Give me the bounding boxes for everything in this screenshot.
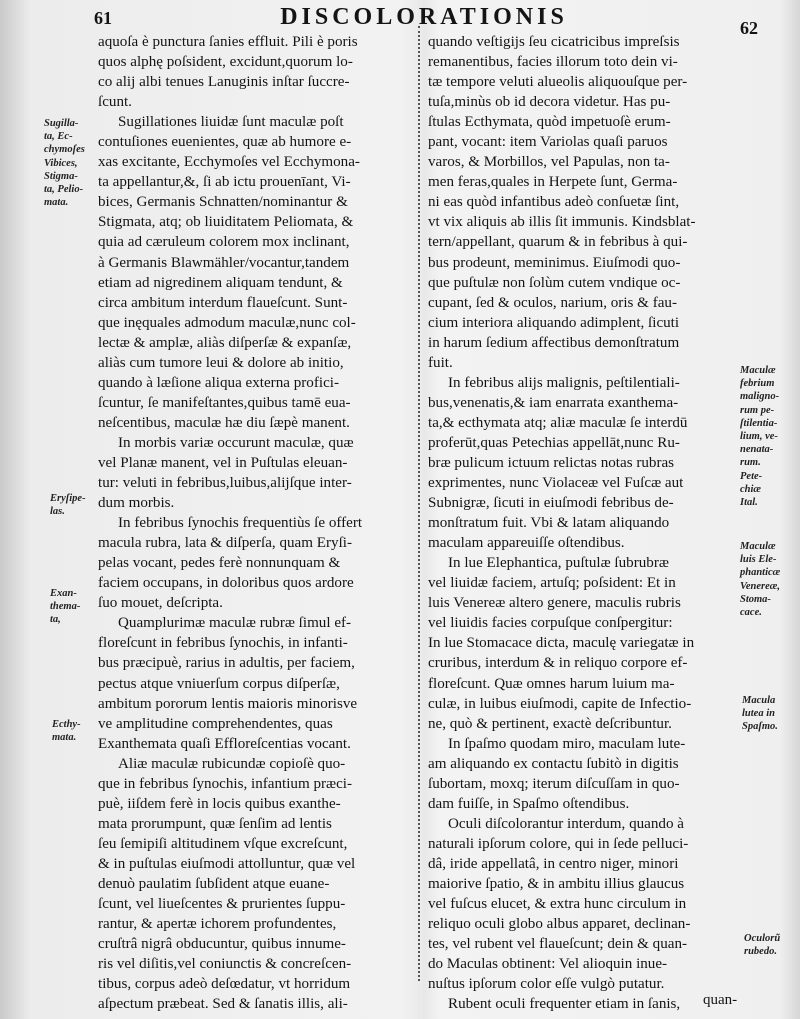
text-line: ta appellantur,&, ſi ab ictu prouenīant, Vi-	[98, 174, 351, 191]
text-line: tuſa,minùs ob id decora videtur. Has pu-	[428, 94, 671, 111]
catchword: quan-	[703, 992, 738, 1008]
margin-note-macula-lutea: Macula lutea in Spaſmo.	[742, 695, 778, 733]
text-line: denuò paulatim ſubſident atque euane-	[98, 875, 330, 892]
text-line: vel Planæ manent, vel in Puſtulas eleuan-	[98, 454, 348, 471]
text-line: circa ambitum interdum flaueſcunt. Sunt-	[98, 294, 348, 311]
text-line: In ſpaſmo quodam miro, maculam lute-	[448, 735, 686, 752]
text-line: vt vix aliquis ab illis ſit immunis. Kindsblat-	[428, 214, 696, 231]
text-line: quia ad cæruleum colorem mox inclinant,	[98, 234, 350, 251]
text-line: floreſcunt. Quæ omnes harum luium ma-	[428, 675, 675, 692]
text-line: Rubent oculi frequenter etiam in ſanis,	[448, 996, 681, 1013]
text-line: dam fuiſſe, in Spaſmo oſtendibus.	[428, 795, 630, 812]
margin-note-maculae-luis: Maculæ luis Ele- phanticæ Venereæ, Stoma- cace.	[740, 541, 781, 619]
text-line: In febribus alijs malignis, peſtilentiali-	[448, 374, 680, 391]
text-line: quando à læſione aliqua externa profici-	[98, 374, 339, 391]
text-line: Stigmata, atq; ob liuiditatem Peliomata, &	[98, 214, 354, 231]
text-line: luis Venereæ altero genere, maculis rubris	[428, 595, 681, 612]
text-line: maculam appareuiſſe oſtendibus.	[428, 535, 625, 552]
text-line: puè, iiſdem ferè in locis quibus exanthe-	[98, 795, 341, 812]
text-line: fuit.	[428, 354, 453, 371]
text-line: mata prorumpunt, quæ ſenſim ad lentis	[98, 815, 332, 832]
text-line: In lue Elephantica, puſtulæ ſubrubræ	[448, 555, 669, 572]
margin-note-exanthemata: Exan- thema- ta,	[50, 588, 81, 626]
margin-note-maculae-febrium: Maculæ febrium maligno- rum pe- ſtilentia- lium, ve- nenata- rum. Pete- chiæ Ital.	[740, 365, 780, 509]
text-line: In febribus ſynochis frequentiùs ſe offert	[118, 515, 363, 532]
text-line: ris vel diſitis,vel coniunctis & concreſcen-	[98, 956, 352, 973]
text-line: cruribus, interdum & in reliquo corpore ef-	[428, 655, 688, 672]
text-line: aliàs cum tumore leui & dolore ab initio,	[98, 354, 344, 371]
text-line: ſtulas Ecthymata, quòd impetuoſè erum-	[428, 114, 671, 131]
text-line: monſtratum fuit. Vbi & latam aliquando	[428, 515, 670, 532]
text-line: que in febribus ſynochis, infantium præci-	[98, 775, 353, 792]
text-line: vel liuidis facies corpuſque conſpergitur:	[428, 615, 673, 632]
text-line: am aliquando ex contactu ſubitò in digitis	[428, 755, 679, 772]
text-line: ambitum pororum lentis maioris minorisve	[98, 695, 358, 712]
text-line: ne, quò & pertinent, exactè deſcribuntur.	[428, 715, 672, 732]
left-text-column	[98, 32, 416, 1014]
margin-note-erysipelas: Eryſipe- las.	[50, 493, 86, 518]
text-line: etiam ad nigredinem aliquam tendunt, &	[98, 274, 343, 291]
text-line: Sugillationes liuidæ ſunt maculæ poſt	[118, 114, 344, 131]
text-line: cruſtrâ nigrâ obducuntur, quibus innume-	[98, 936, 346, 953]
text-line: vel fuſcus elucet, & extra hunc circulum in	[428, 896, 687, 913]
text-line: varos, & Morbillos, vel Papulas, non ta-	[428, 154, 670, 171]
text-line: quando veſtigijs ſeu cicatricibus impreſsis	[428, 34, 680, 50]
text-line: vel liuidæ faciem, artuſq; poſsident: Et in	[428, 575, 676, 592]
text-line: pant, vocant: item Variolas quaſi paruos	[428, 134, 668, 151]
text-line: reliquo oculi globo albus apparet, declinan-	[428, 916, 691, 933]
text-line: remanentibus, facies illorum toto dein vi-	[428, 54, 678, 71]
text-line: Oculi diſcolorantur interdum, quando à	[448, 815, 684, 832]
right-page-number: 62	[740, 18, 758, 38]
text-line: exprimentes, nunc Violaceæ vel Fuſcæ aut	[428, 475, 684, 492]
text-line: ta,& ecthymata atq; aliæ maculæ ſe interdū	[428, 414, 688, 431]
text-line: faciem occupans, in doloribus quos ardore	[98, 575, 354, 592]
left-page-number: 61	[94, 8, 112, 28]
text-line: tur: veluti in febribus,luibus,alijſque inter-	[98, 475, 352, 492]
text-line: rantur, & apertæ ichorem profundentes,	[98, 916, 337, 933]
text-line: contuſiones euenientes, quæ ab humore e-	[98, 134, 352, 151]
text-line: ſcunt, vel liueſcentes & prurientes ſuppu-	[98, 896, 346, 913]
text-line: in harum ſedium affectibus demonſtratum	[428, 334, 680, 351]
text-line: quos alphę poſsident, excidunt,quorum lo-	[98, 54, 353, 71]
text-line: à Germanis Blawmähler/vocantur,tandem	[98, 254, 350, 271]
text-line: que inęquales admodum maculæ,nunc col-	[98, 314, 356, 331]
text-line: floreſcunt in febribus ſynochis, in infanti-	[98, 635, 348, 652]
text-line: cupant, ſed & oculos, narium, oris & fau-	[428, 294, 677, 311]
text-line: tes, vel rubent vel flaueſcunt; dein & quan-	[428, 936, 688, 953]
text-line: men feras,quales in Herpete ſunt, Germa-	[428, 174, 678, 191]
text-line: Quamplurimæ maculæ rubræ ſimul ef-	[118, 615, 352, 632]
text-line: neſcentibus, maculæ hæ diu ſæpè manent.	[98, 414, 350, 431]
text-line: proferūt,quas Petechias appellāt,nunc Ru-	[428, 434, 680, 451]
text-line: ni eas quòd infantibus adeò conſuetæ ſint,	[428, 194, 680, 211]
column-divider	[418, 26, 421, 981]
text-line: Aliæ maculæ rubicundæ copioſè quo-	[118, 755, 346, 772]
text-line: bus,venenatis,& iam enarrata exanthema-	[428, 394, 679, 411]
text-line: ſcunt.	[98, 94, 132, 111]
text-line: pelas vocant, pedes ferè nonnunquam &	[98, 555, 341, 572]
running-title: DISCOLORATIONIS	[280, 4, 568, 30]
text-line: Exanthemata quaſi Effloreſcentias vocant.	[98, 735, 351, 752]
text-line: & in puſtulas eiuſmodi attolluntur, quæ vel	[98, 855, 356, 872]
text-line: ſubortam, moxq; iterum diſcuſſam in quo-	[428, 775, 680, 792]
text-line: ſuo mouet, deſcripta.	[98, 595, 223, 612]
text-line: ve amplitudine comprehendentes, quas	[98, 715, 333, 732]
text-line: aſpectum præbeat. Sed & ſanatis illis, ali-	[98, 996, 348, 1013]
text-line: tæ tempore veluti alueolis aliquouſque per-	[428, 74, 688, 91]
text-line: pectus atque vniuerſum corpus diſperſæ,	[98, 675, 340, 692]
text-line: que puſtulæ non ſolùm cutem vndique oc-	[428, 274, 681, 291]
text-line: ſeu ſemipiſi altitudinem vſque excreſcunt,	[98, 835, 348, 852]
text-line: co alij albi tenues Lanuginis inſtar ſuccre-	[98, 74, 350, 91]
text-line: dum morbis.	[98, 495, 175, 512]
text-line: lectæ & amplæ, aliàs diſperſæ & expanſæ,	[98, 334, 352, 351]
text-line: tern/appellant, quarum & in febribus à qui-	[428, 234, 688, 251]
text-line: cium interiora aliquando adimplent, ſicuti	[428, 314, 680, 331]
text-line: dâ, iride appellatâ, in centro niger, minori	[428, 855, 679, 872]
text-line: aquoſa è punctura ſanies effluit. Pili è poris	[98, 34, 358, 50]
text-line: maiorive ſpatio, & in ambitu illius glaucus	[428, 875, 685, 892]
margin-note-oculorum-rubedo: Oculorũ rubedo.	[744, 933, 781, 958]
text-line: bræ pulicum ictuum relictas notas rubras	[428, 454, 675, 471]
text-line: nuſtus ipſorum color eſſe vulgò putatur.	[428, 976, 665, 993]
text-line: Subnigræ, ſicuti in eiuſmodi febribus de-	[428, 495, 674, 512]
text-line: In lue Stomacace dicta, maculę variegatæ in	[428, 635, 695, 652]
text-line: macula rubra, lata & diſperſa, quam Eryſi-	[98, 535, 352, 552]
text-line: In morbis variæ occurunt maculæ, quæ	[118, 434, 354, 451]
text-line: naturali ipſorum colore, qui in ſede pelluci-	[428, 835, 689, 852]
text-line: tibus, corpus adeò deſœdatur, vt horridum	[98, 976, 351, 993]
text-line: culæ, in luibus eiuſmodi, capite de Infectio-	[428, 695, 692, 712]
right-text-column	[428, 32, 738, 1014]
margin-note-ecthymata: Ecthy- mata.	[52, 719, 81, 744]
text-line: bus præcipuè, rarius in adultis, per faciem,	[98, 655, 355, 672]
margin-note-sugillata: Sugilla- ta, Ec- chymoſes Vibices, Stigma- ta, Pelio- mata.	[44, 118, 85, 209]
text-line: do Maculas obtinent: Vel alioquin inue-	[428, 956, 668, 973]
text-line: xas excitante, Ecchymoſes vel Ecchymona-	[98, 154, 360, 171]
text-line: ſcuntur, ſe manifeſtantes,quibus tamē eua-	[98, 394, 351, 411]
text-line: bices, Germanis Schnatten/nominantur &	[98, 194, 348, 211]
text-line: bus prodeunt, meminimus. Eiuſmodi quo-	[428, 254, 681, 271]
